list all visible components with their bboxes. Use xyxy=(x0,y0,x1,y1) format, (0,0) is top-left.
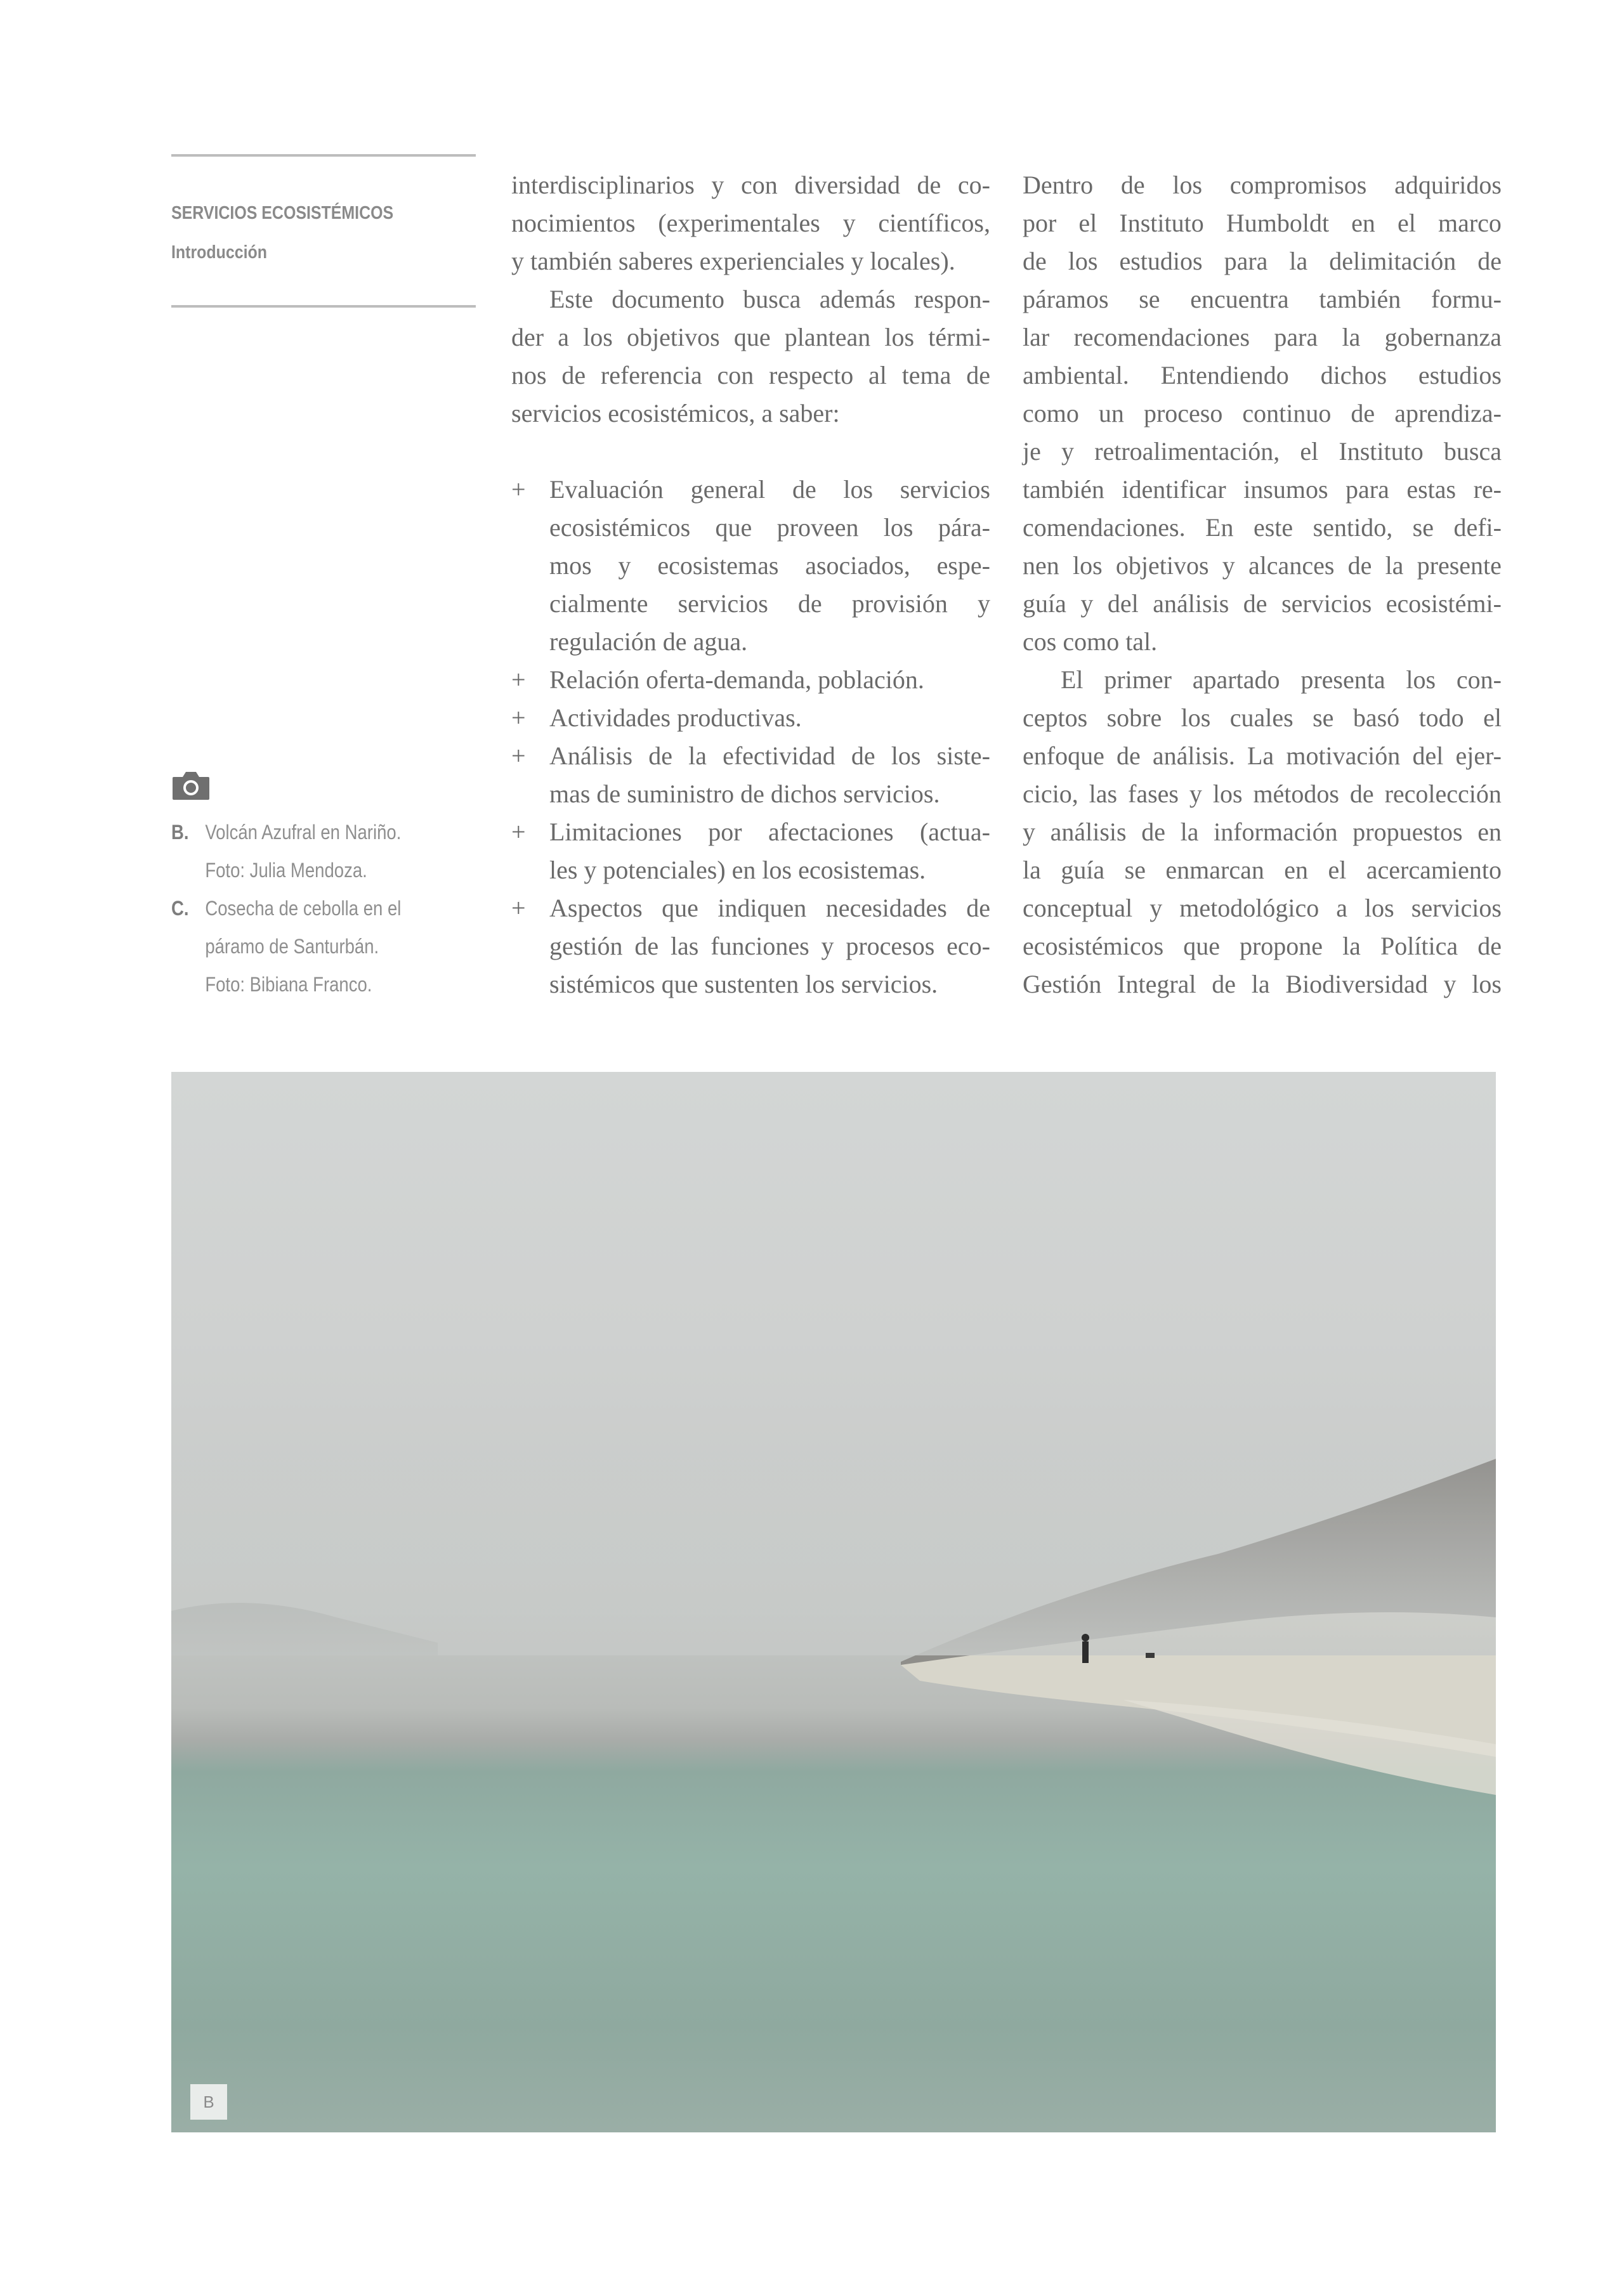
word: mos xyxy=(549,551,592,580)
word: de xyxy=(792,475,816,504)
word: de xyxy=(1023,247,1047,275)
word: respecto xyxy=(769,361,854,389)
word: también xyxy=(1023,475,1104,504)
bullet-item xyxy=(511,471,990,661)
word: referencia xyxy=(600,361,702,389)
word: objetivos xyxy=(627,323,720,351)
word: servicios xyxy=(1281,589,1372,618)
word: se xyxy=(1124,856,1146,884)
word: servicios xyxy=(900,475,990,504)
word: en xyxy=(1284,856,1309,884)
word: del xyxy=(1412,741,1444,770)
word: compromisos xyxy=(1229,171,1367,199)
word: análisis xyxy=(1153,589,1229,618)
bullet-text: regulación de agua. xyxy=(549,627,748,656)
word: gestión xyxy=(549,932,623,960)
word: de xyxy=(1351,399,1375,427)
word: efectividad xyxy=(723,741,835,770)
word: propuestos xyxy=(1352,818,1463,846)
word: la xyxy=(688,741,707,770)
word: las xyxy=(670,932,699,960)
word: de xyxy=(1212,970,1236,998)
paragraph-line xyxy=(1023,699,1502,737)
bullet-text xyxy=(549,889,990,927)
word: páramos xyxy=(1023,285,1109,313)
word: la xyxy=(1289,247,1308,275)
word: ambiental. xyxy=(1023,361,1129,389)
word: servicios xyxy=(1411,894,1502,922)
word: busca xyxy=(743,285,801,313)
word: fases xyxy=(1128,779,1179,808)
word: el xyxy=(1300,437,1319,466)
word: a xyxy=(558,323,569,351)
bullet-text xyxy=(549,547,990,585)
paragraph-line xyxy=(1023,395,1502,433)
word: y xyxy=(1080,589,1094,618)
word: análisis xyxy=(1050,818,1127,846)
word: se xyxy=(1313,703,1334,732)
caption-letter: B. xyxy=(171,821,189,844)
word: lar xyxy=(1023,323,1050,351)
bullet-plus: + xyxy=(511,894,526,922)
bullet-line xyxy=(511,889,990,927)
paragraph-line xyxy=(511,356,990,395)
word: der xyxy=(511,323,544,351)
word: las xyxy=(1089,779,1118,808)
word: documento xyxy=(612,285,724,313)
caption-line: Foto: Julia Mendoza. xyxy=(205,859,367,882)
word: por xyxy=(1023,209,1057,237)
word: Integral xyxy=(1117,970,1196,998)
caption-line: Foto: Bibiana Franco. xyxy=(205,973,372,996)
word: para xyxy=(1224,247,1268,275)
word: metodológico xyxy=(1179,894,1320,922)
word: proceso xyxy=(1143,399,1223,427)
word: métodos xyxy=(1253,779,1339,808)
word: los xyxy=(1181,703,1211,732)
word: co- xyxy=(957,171,990,199)
paragraph-line xyxy=(1023,737,1502,775)
word: que xyxy=(1183,932,1220,960)
caption-text xyxy=(205,889,401,1003)
word: información xyxy=(1214,818,1338,846)
word: continuo xyxy=(1242,399,1332,427)
word: los xyxy=(1072,551,1103,580)
word: eco- xyxy=(946,932,990,960)
word: los xyxy=(884,323,915,351)
word: en xyxy=(1477,818,1502,846)
word: Biodiversidad xyxy=(1285,970,1428,998)
caption-letter: C. xyxy=(171,897,189,920)
word: dichos xyxy=(1320,361,1387,389)
word: este xyxy=(1253,513,1293,542)
word: térmi- xyxy=(928,323,990,351)
word: La xyxy=(1247,741,1274,770)
word: ecosistémicos xyxy=(549,513,691,542)
paragraph-line xyxy=(1023,509,1502,547)
word: recolección xyxy=(1384,779,1502,808)
word: de xyxy=(561,361,586,389)
bullet-text xyxy=(549,471,990,509)
word: plantean xyxy=(784,323,871,351)
camera-icon xyxy=(171,769,211,801)
word: los xyxy=(583,323,613,351)
paragraph-line xyxy=(1023,889,1502,927)
bullet-plus: + xyxy=(511,741,526,770)
bullet-text: sistémicos que sustenten los servicios. xyxy=(549,970,938,998)
word: para xyxy=(1346,475,1389,504)
sidebar-top-rule xyxy=(171,154,476,157)
word: el xyxy=(1398,209,1416,237)
word: indiquen xyxy=(717,894,807,922)
word: ecosistémi- xyxy=(1385,589,1502,618)
bullet-text xyxy=(549,737,990,775)
word: con- xyxy=(1456,665,1502,694)
word: que xyxy=(662,894,698,922)
caption-line: páramo de Santurbán. xyxy=(205,935,379,958)
word: guía xyxy=(1061,856,1105,884)
word: que xyxy=(715,513,752,542)
word: de xyxy=(1347,551,1372,580)
word: los xyxy=(1212,779,1243,808)
word: enmarcan xyxy=(1165,856,1264,884)
word: el xyxy=(1483,703,1502,732)
word: los xyxy=(883,513,914,542)
word: estas xyxy=(1406,475,1457,504)
bullet-text xyxy=(549,927,990,965)
bullet-text: Relación oferta-demanda, población. xyxy=(549,665,924,694)
paragraph-line xyxy=(1023,471,1502,509)
bullet-plus: + xyxy=(511,475,526,504)
caption-line: Volcán Azufral en Nariño. xyxy=(205,821,402,844)
bullet-line xyxy=(511,509,990,547)
word: Política xyxy=(1380,932,1458,960)
word: a xyxy=(1336,894,1348,922)
paragraph-line: cos como tal. xyxy=(1023,627,1158,656)
photo-captions xyxy=(171,813,455,1003)
word: enfoque xyxy=(1023,741,1104,770)
paragraph-line xyxy=(511,166,990,204)
word: alcances xyxy=(1248,551,1335,580)
word: necesidades xyxy=(825,894,947,922)
word: asociados, xyxy=(805,551,910,580)
word: re- xyxy=(1473,475,1502,504)
word: propone xyxy=(1239,932,1323,960)
word: de xyxy=(966,361,990,389)
word: como xyxy=(1023,399,1079,427)
bullet-item xyxy=(511,699,990,737)
word: conceptual xyxy=(1023,894,1133,922)
bullet-line xyxy=(511,813,990,851)
word: motivación xyxy=(1286,741,1401,770)
paragraph-line xyxy=(1023,661,1502,699)
text-column-1 xyxy=(511,166,990,1003)
word: ejer- xyxy=(1455,741,1502,770)
word: científicos, xyxy=(878,209,990,237)
word: Dentro xyxy=(1023,171,1094,199)
word: nen xyxy=(1023,551,1059,580)
word: cuales xyxy=(1229,703,1293,732)
word: todo xyxy=(1418,703,1464,732)
paragraph-line xyxy=(1023,318,1502,356)
word: con xyxy=(740,171,778,199)
word: los xyxy=(1406,665,1436,694)
word: de xyxy=(1477,932,1502,960)
word: procesos xyxy=(846,932,935,960)
bullet-line xyxy=(511,775,990,813)
word: de xyxy=(917,171,941,199)
word: funciones xyxy=(710,932,809,960)
word: por xyxy=(708,818,742,846)
paragraph-line xyxy=(1023,813,1502,851)
word: presente xyxy=(1417,551,1502,580)
word: pára- xyxy=(938,513,990,542)
word: un xyxy=(1098,399,1124,427)
word: de xyxy=(1477,247,1502,275)
word: los xyxy=(1365,894,1394,922)
word: de xyxy=(797,589,822,618)
bullet-item xyxy=(511,661,990,699)
bullet-line xyxy=(511,737,990,775)
word: de xyxy=(1141,818,1165,846)
word: Este xyxy=(549,285,593,313)
word: El xyxy=(1061,665,1084,694)
word: de xyxy=(634,932,659,960)
bullet-text xyxy=(549,509,990,547)
word: Humboldt xyxy=(1226,209,1330,237)
word: los xyxy=(1068,247,1098,275)
bullet-text xyxy=(549,585,990,623)
paragraph-line xyxy=(1023,927,1502,965)
word: retroalimentación, xyxy=(1094,437,1280,466)
word: apartado xyxy=(1192,665,1280,694)
word: identificar xyxy=(1122,475,1226,504)
paragraph-line xyxy=(1023,204,1502,242)
word: defi- xyxy=(1453,513,1502,542)
section-heading xyxy=(171,193,433,272)
word: y xyxy=(977,589,990,618)
word: recomendaciones xyxy=(1073,323,1250,351)
bullet-item xyxy=(511,889,990,1003)
word: acercamiento xyxy=(1366,856,1502,884)
word: adquiridos xyxy=(1394,171,1502,199)
word: los xyxy=(1172,171,1203,199)
word: la xyxy=(1385,551,1404,580)
sidebar-bottom-rule xyxy=(171,305,476,308)
word: de xyxy=(1120,171,1145,199)
word: En xyxy=(1205,513,1234,542)
paragraph-line xyxy=(511,318,990,356)
bullet-line xyxy=(511,547,990,585)
word: la xyxy=(1342,932,1361,960)
word: insumos xyxy=(1243,475,1328,504)
paragraph-line xyxy=(1023,356,1502,395)
word: de xyxy=(1116,741,1141,770)
paragraph-line: y también saberes experienciales y locales). xyxy=(511,247,955,275)
word: la xyxy=(1342,323,1361,351)
word: encuentra xyxy=(1190,285,1289,313)
bullet-line xyxy=(511,699,990,737)
word: cicio, xyxy=(1023,779,1078,808)
word: y xyxy=(1443,970,1457,998)
word: análisis. xyxy=(1152,741,1235,770)
bullet-plus: + xyxy=(511,818,526,846)
word: siste- xyxy=(936,741,990,770)
bullet-text: Actividades productivas. xyxy=(549,703,802,732)
word: al xyxy=(868,361,887,389)
word: de xyxy=(1243,589,1267,618)
word: marco xyxy=(1437,209,1502,237)
bullet-plus: + xyxy=(511,665,526,694)
word: espe- xyxy=(936,551,990,580)
paragraph-line xyxy=(1023,166,1502,204)
word: (experimentales xyxy=(658,209,820,237)
paragraph-line xyxy=(1023,585,1502,623)
caption-item xyxy=(171,889,455,1003)
word: y xyxy=(711,171,724,199)
word: comendaciones. xyxy=(1023,513,1186,542)
word: y xyxy=(1149,894,1163,922)
word: objetivos xyxy=(1115,551,1209,580)
word: Análisis xyxy=(549,741,633,770)
word: nos xyxy=(511,361,547,389)
caption-text xyxy=(205,813,401,889)
word: y xyxy=(842,209,856,237)
word: nocimientos xyxy=(511,209,636,237)
word: presenta xyxy=(1300,665,1385,694)
word: se xyxy=(1139,285,1160,313)
paragraph-line xyxy=(1023,851,1502,889)
word: ecosistémicos xyxy=(1023,932,1164,960)
word: se xyxy=(1412,513,1434,542)
text-column-2 xyxy=(1023,166,1502,1003)
word: de xyxy=(1349,779,1374,808)
word: sobre xyxy=(1106,703,1162,732)
word: respon- xyxy=(914,285,990,313)
word: tema xyxy=(901,361,952,389)
bullet-item xyxy=(511,813,990,889)
bullet-line xyxy=(511,471,990,509)
paragraph-line xyxy=(511,280,990,318)
word: ecosistemas xyxy=(657,551,779,580)
word: aprendiza- xyxy=(1394,399,1502,427)
bullet-text: mas de suministro de dichos servicios. xyxy=(549,779,940,808)
word: guía xyxy=(1023,589,1066,618)
bullet-line xyxy=(511,661,990,699)
word: gobernanza xyxy=(1384,323,1502,351)
word: y xyxy=(1189,779,1202,808)
word: busca xyxy=(1443,437,1502,466)
word: y xyxy=(618,551,631,580)
landscape-photo xyxy=(171,1072,1496,2132)
word: formu- xyxy=(1431,285,1502,313)
word: y xyxy=(1061,437,1075,466)
bullet-line xyxy=(511,927,990,965)
bullet-text: les y potenciales) en los ecosistemas. xyxy=(549,856,926,884)
word: Gestión xyxy=(1023,970,1102,998)
word: la xyxy=(1251,970,1270,998)
paragraph-line xyxy=(1023,280,1502,318)
word: de xyxy=(966,894,990,922)
word: los xyxy=(843,475,874,504)
word: Evaluación xyxy=(549,475,664,504)
paragraph-line xyxy=(1023,433,1502,471)
paragraph-line xyxy=(511,204,990,242)
word: interdisciplinarios xyxy=(511,171,695,199)
bullet-line xyxy=(511,623,990,661)
word: también xyxy=(1319,285,1401,313)
paragraph-line: servicios ecosistémicos, a saber: xyxy=(511,399,840,427)
bullet-line xyxy=(511,851,990,889)
word: el xyxy=(1078,209,1097,237)
word: los xyxy=(1472,970,1502,998)
word: del xyxy=(1107,589,1139,618)
word: Limitaciones xyxy=(549,818,682,846)
word: Entendiendo xyxy=(1160,361,1289,389)
caption-line: Cosecha de cebolla en el xyxy=(205,897,402,920)
caption-item xyxy=(171,813,455,889)
word: que xyxy=(733,323,771,351)
word: y xyxy=(1023,818,1035,846)
word: en xyxy=(1351,209,1375,237)
word: cialmente xyxy=(549,589,648,618)
word: general xyxy=(690,475,766,504)
word: y xyxy=(1222,551,1235,580)
word: de xyxy=(851,741,875,770)
word: diversidad xyxy=(794,171,900,199)
word: basó xyxy=(1352,703,1400,732)
paragraph-line xyxy=(1023,242,1502,280)
bullet-line xyxy=(511,585,990,623)
paragraph-line xyxy=(1023,965,1502,1003)
word: de xyxy=(648,741,672,770)
word: Instituto xyxy=(1339,437,1424,466)
subsection-title: Introducción xyxy=(171,242,268,263)
word: delimitación xyxy=(1329,247,1457,275)
word: la xyxy=(1023,856,1041,884)
paragraph-line xyxy=(1023,547,1502,585)
bullet-text xyxy=(549,813,990,851)
section-title: SERVICIOS ECOSISTÉMICOS xyxy=(171,203,394,223)
word: afectaciones xyxy=(768,818,894,846)
word: proveen xyxy=(776,513,859,542)
word: (actua- xyxy=(919,818,990,846)
photo-label-badge: B xyxy=(190,2084,227,2120)
word: sentido, xyxy=(1313,513,1393,542)
bullet-item xyxy=(511,737,990,813)
bullet-plus: + xyxy=(511,703,526,732)
word: el xyxy=(1328,856,1347,884)
word: además xyxy=(819,285,896,313)
word: ceptos xyxy=(1023,703,1088,732)
word: primer xyxy=(1104,665,1172,694)
word: con xyxy=(717,361,754,389)
word: la xyxy=(1180,818,1199,846)
word: y xyxy=(821,932,834,960)
word: para xyxy=(1274,323,1318,351)
word: los xyxy=(891,741,921,770)
word: je xyxy=(1023,437,1041,466)
word: estudios xyxy=(1418,361,1502,389)
bullet-line xyxy=(511,965,990,1003)
word: provisión xyxy=(851,589,948,618)
word: estudios xyxy=(1119,247,1203,275)
word: servicios xyxy=(678,589,768,618)
word: Aspectos xyxy=(549,894,643,922)
paragraph-line xyxy=(1023,775,1502,813)
word: Instituto xyxy=(1119,209,1204,237)
